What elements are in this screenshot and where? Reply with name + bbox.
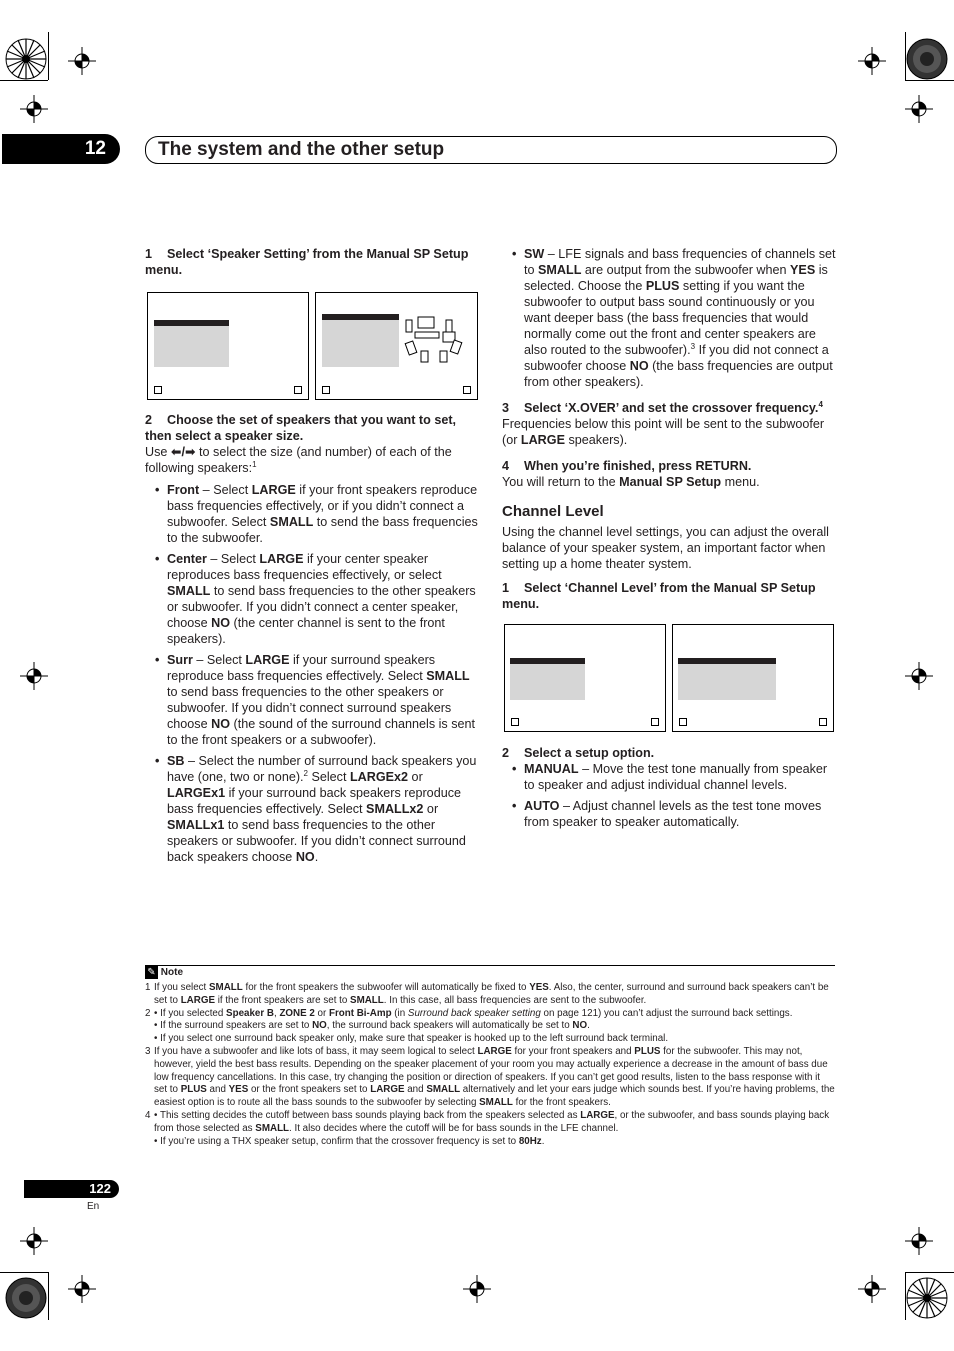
crosshair-target-icon [20, 95, 48, 123]
step-1: 1 Select ‘Speaker Setting’ from the Manual SP Setup menu. [145, 247, 469, 277]
left-column [145, 246, 480, 284]
crop-line [905, 1272, 954, 1273]
channel-level-options [502, 761, 836, 830]
right-column [502, 246, 836, 612]
step-3: 3 Select ‘X.OVER’ and set the crossover frequency.$^4$ [502, 399, 823, 415]
osd-selection-highlight [154, 320, 229, 326]
speaker-size-list [145, 482, 480, 865]
registration-rosette-icon [906, 1277, 948, 1319]
crop-line [48, 1272, 49, 1320]
language-label: En [87, 1201, 100, 1212]
list-item-sb: • SB – Select the number of surround back speakers you have (one, two or none).$^2$ Select LARGEx2 or LARGEx1 if your surround back speakers reproduce bass frequencies effectively. Select SMALLx2 or SMALLx1 to send bass frequencies to the other speakers or subwoofer. If you didn’t connect surround back speakers choose NO. [145, 753, 480, 865]
footnote-2c: • If you select one surround back speaker only, make sure that speaker is hooked up to the left surround back terminal. [154, 1033, 669, 1045]
osd-return-icon [154, 386, 162, 394]
list-item-front: • Front – Select LARGE if your front speakers reproduce bass frequencies effectively, or if you didn’t connect a subwoofer. Select SMALL to send the bass frequencies to the subwoofer. [145, 482, 480, 546]
registration-rosette-icon [5, 38, 47, 80]
crop-line [905, 1272, 906, 1320]
note-heading: ✎ Note [145, 966, 183, 979]
osd-return-icon [679, 718, 687, 726]
step-4-body: You will return to the Manual SP Setup menu. [502, 475, 760, 489]
footnote-4: 4 • This setting decides the cutoff between bass sounds playing back from the speakers selected as LARGE, or the subwoofer, and bass sounds playing back from those selected as SMALL. It also decides where the cutoff will be for bass sounds in the LFE channel. [145, 1109, 830, 1134]
list-item-center: • Center – Select LARGE if your center speaker reproduces bass frequencies effectively, or select SMALL to send bass frequencies to the other speakers or subwoofer. If you didn’t connect a center speaker, choose NO (the center channel is sent to the front speakers). [145, 551, 480, 647]
crop-line [905, 80, 954, 81]
crosshair-target-icon [20, 1227, 48, 1255]
osd-selection-highlight [510, 658, 585, 664]
subwoofer-list [502, 246, 836, 390]
list-item-manual: • MANUAL – Move the test tone manually from speaker to speaker and adjust individual channel levels. [502, 761, 836, 793]
note-divider [145, 965, 835, 966]
page-number-badge [24, 1180, 119, 1198]
osd-enter-icon [463, 386, 471, 394]
osd-menu-panel [678, 658, 776, 700]
osd-enter-icon [651, 718, 659, 726]
chapter-title-bar [145, 136, 837, 164]
osd-enter-icon [294, 386, 302, 394]
cl-step-1: 1 Select ‘Channel Level’ from the Manual SP Setup menu. [502, 581, 816, 611]
osd-menu-panel [154, 320, 229, 367]
registration-rosette-icon [5, 1277, 47, 1319]
chapter-number: 12 [84, 138, 106, 159]
osd-selection-highlight [678, 658, 776, 664]
osd-screen-speaker-setting [315, 292, 478, 400]
chapter-number-badge [2, 134, 120, 164]
crop-line [0, 1272, 48, 1273]
footnote-2: 2 • If you selected Speaker B, ZONE 2 or Front Bi-Amp (in Surround back speaker setting on page 121) you can’t adjust the surround back settings. [145, 1007, 793, 1019]
crop-line [48, 32, 49, 80]
crosshair-target-icon [905, 662, 933, 690]
note-pencil-icon: ✎ [145, 966, 158, 979]
step-2: 2 Choose the set of speakers that you want to set, then select a speaker size. [145, 413, 457, 443]
osd-screen-manual-sp-setup-2 [504, 624, 666, 732]
footnote-4b: • If you’re using a THX speaker setup, confirm that the crossover frequency is set to 80Hz. [154, 1135, 545, 1147]
section-heading-channel-level: Channel Level [502, 503, 604, 520]
osd-menu-panel [510, 658, 585, 700]
footnotes [145, 982, 835, 1148]
chapter-title: The system and the other setup [158, 139, 445, 160]
step-4: 4 When you’re finished, press RETURN. [502, 459, 752, 473]
crosshair-target-icon [68, 1275, 96, 1303]
list-item-auto: • AUTO – Adjust channel levels as the test tone moves from speaker to speaker automatically. [502, 798, 836, 830]
list-item-sw: • SW – LFE signals and bass frequencies of channels set to SMALL are output from the subwoofer when YES is selected. Choose the PLUS setting if you want the subwoofer to output bass sound continuously or you want deeper bass (the bass frequencies that would normally come out the front and center speakers are also routed to the subwoofer).$^3$ If you did not connect a subwoofer choose NO (the bass frequencies are output from other speakers). [502, 246, 836, 390]
osd-screen-channel-level [672, 624, 834, 732]
list-item-surr: • Surr – Select LARGE if your surround speakers reproduce bass frequencies effectively. Select SMALL to send bass frequencies to the other speakers or subwoofer. If you didn’t connect surround speakers choose NO (the sound of the surround channels is sent to the front speakers or a subwoofer). [145, 652, 480, 748]
cl-step-2: 2 Select a setup option. [502, 746, 655, 760]
osd-menu-panel [322, 314, 399, 367]
crosshair-target-icon [68, 47, 96, 75]
osd-selection-highlight [322, 314, 399, 320]
speaker-layout-icon [404, 315, 466, 367]
crop-line [0, 80, 48, 81]
left-column-body [145, 412, 480, 870]
crosshair-target-icon [858, 47, 886, 75]
osd-return-icon [511, 718, 519, 726]
crosshair-target-icon [463, 1275, 491, 1303]
registration-rosette-icon [906, 38, 948, 80]
footnote-2b: • If the surround speakers are set to NO, the surround back speakers will automatically be set to NO. [154, 1020, 590, 1032]
osd-return-icon [322, 386, 330, 394]
arrow-left-right-icon: ⬅/➡ [170, 445, 196, 459]
osd-enter-icon [819, 718, 827, 726]
step-2-instructions: Use ⬅/➡ to select the size (and number) of each of the following speakers:$^1$ [145, 445, 452, 475]
page-number: 122 [89, 1181, 111, 1196]
step-3-body: Frequencies below this point will be sent to the subwoofer (or LARGE speakers). [502, 417, 825, 447]
footnote-3: 3 If you have a subwoofer and like lots of bass, it may seem logical to select LARGE for your front speakers and PLUS for the subwoofer. This may not, however, yield the best bass results. Depending on the speaker placement of your room you may actually experience a decrease in the amount of bass due low frequency cancellations. In this case, try changing the position or direction of speakers. If you can’t get good results, listen to the bass response with it set to PLUS and YES or the front speakers set to LARGE and SMALL alternatively and let your ears judge which sounds best. If you’re having problems, the easiest option is to route all the bass sounds to the subwoofer by selecting SMALL for the front speakers. [145, 1045, 835, 1109]
footnote-1: 1 If you select SMALL for the front speakers the subwoofer will automatically be fixed to YES. Also, the center, surround and surround back speakers can’t be set to LARGE if the front speakers are set to SMALL. In this case, all bass frequencies are sent to the subwoofer. [145, 982, 829, 1006]
osd-screen-manual-sp-setup [147, 292, 309, 400]
crosshair-target-icon [905, 95, 933, 123]
channel-level-intro: Using the channel level settings, you can adjust the overall balance of your speaker system, an important factor when setting up a home theater system. [502, 525, 829, 571]
crosshair-target-icon [20, 662, 48, 690]
crop-line [905, 32, 906, 80]
crosshair-target-icon [905, 1227, 933, 1255]
crosshair-target-icon [858, 1275, 886, 1303]
right-column-body [502, 745, 836, 835]
